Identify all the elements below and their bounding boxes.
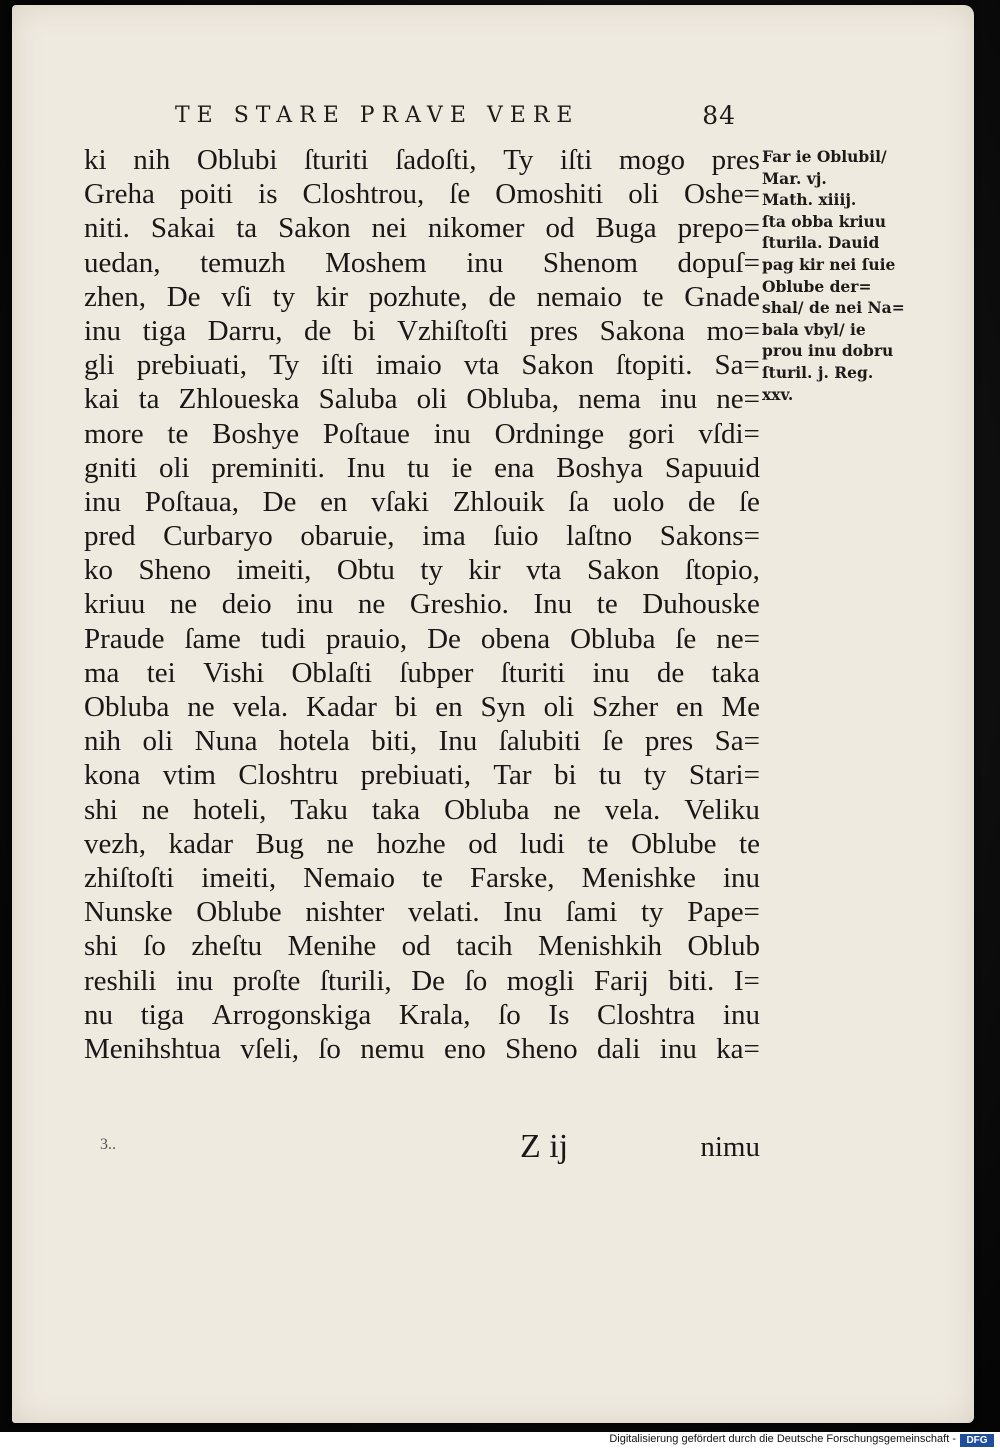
word: Stari= bbox=[688, 759, 760, 792]
word: taka bbox=[711, 656, 760, 689]
word: bi bbox=[553, 759, 577, 792]
word: Inu bbox=[533, 588, 573, 621]
word: te bbox=[642, 280, 664, 313]
word: Tar bbox=[493, 759, 532, 792]
word: pres bbox=[711, 144, 760, 176]
word: inu bbox=[176, 964, 214, 997]
word: iſti bbox=[560, 144, 593, 176]
margin-note-line: Far ie Oblubil/ bbox=[762, 147, 887, 166]
word: inu bbox=[592, 656, 630, 689]
word: mogli bbox=[506, 964, 575, 997]
margin-note-line: ſta obba kriuu bbox=[762, 211, 887, 231]
text-line bbox=[84, 211, 760, 245]
word: gniti bbox=[84, 451, 138, 484]
word: oli bbox=[158, 451, 190, 484]
word: vta bbox=[526, 554, 562, 587]
word: ſe bbox=[675, 622, 697, 655]
word: hotela bbox=[278, 725, 350, 758]
word: ſadoſti, bbox=[395, 144, 477, 176]
word: uolo bbox=[612, 485, 665, 518]
word: kai bbox=[84, 383, 120, 416]
word: Sheno bbox=[138, 554, 211, 587]
word: Menishkih bbox=[537, 930, 662, 963]
word: kona bbox=[84, 759, 141, 792]
word: ie bbox=[451, 451, 473, 484]
word: obaruie, bbox=[300, 520, 395, 553]
word: inu bbox=[84, 314, 122, 347]
word: ſo bbox=[498, 998, 521, 1031]
word: Gnade bbox=[684, 280, 760, 313]
text-line bbox=[84, 964, 760, 998]
word: reshili bbox=[84, 964, 157, 997]
word: Omoshiti bbox=[495, 178, 604, 211]
word: Closhtra bbox=[597, 998, 696, 1031]
word: ma bbox=[84, 656, 120, 689]
word: ſo bbox=[464, 964, 488, 997]
word: ne bbox=[553, 793, 581, 826]
word: Taku bbox=[290, 793, 348, 826]
text-line bbox=[84, 895, 760, 929]
word: ſa bbox=[568, 485, 590, 518]
word: inu bbox=[466, 246, 504, 279]
word: de bbox=[687, 485, 716, 518]
word: Oblaſti bbox=[291, 656, 373, 689]
word: Nunske bbox=[84, 896, 173, 929]
word: zhiſtoſti bbox=[84, 861, 175, 894]
word: De bbox=[411, 964, 446, 997]
word: inu bbox=[659, 1032, 697, 1065]
margin-note-line: pag kir nei ſuie bbox=[762, 254, 896, 274]
word: Pape= bbox=[687, 896, 760, 929]
word: Darru, bbox=[207, 314, 283, 347]
word: Inu bbox=[438, 725, 478, 758]
word: ena bbox=[494, 451, 535, 484]
word: de bbox=[656, 656, 685, 689]
word: kir bbox=[468, 554, 501, 587]
word: bi bbox=[352, 314, 376, 347]
word: Oblub bbox=[687, 930, 760, 963]
text-line bbox=[84, 553, 760, 587]
word: Syn bbox=[480, 691, 526, 723]
word: Ordninge bbox=[494, 417, 605, 450]
word: vtim bbox=[162, 759, 216, 792]
word: taka bbox=[371, 793, 421, 826]
dfg-logo: DFG bbox=[960, 1434, 994, 1447]
word: inu bbox=[84, 485, 122, 518]
text-line bbox=[84, 793, 760, 827]
word: Oblube bbox=[196, 896, 282, 929]
word: ſturili, bbox=[319, 964, 392, 997]
word: nih bbox=[84, 725, 122, 758]
running-header bbox=[175, 101, 740, 135]
word: inu bbox=[722, 861, 760, 894]
margin-note-line: xxv. bbox=[762, 384, 794, 404]
word: proſte bbox=[232, 964, 301, 997]
word: ki bbox=[84, 144, 107, 176]
word: tu bbox=[598, 759, 622, 792]
word: Bug bbox=[255, 827, 304, 860]
word: Moshem bbox=[325, 246, 427, 279]
word: te bbox=[422, 861, 443, 894]
word: ty bbox=[272, 280, 296, 313]
word: ne bbox=[357, 588, 386, 621]
word: tudi bbox=[260, 622, 306, 655]
word: Veliku bbox=[684, 793, 760, 826]
word: mogo bbox=[618, 144, 685, 176]
word: zhen, bbox=[84, 280, 146, 313]
text-line bbox=[84, 143, 760, 177]
word: ſe bbox=[449, 178, 471, 211]
word: laſtno bbox=[566, 520, 633, 553]
signature-mark: Z ij bbox=[520, 1128, 569, 1165]
word: ludi bbox=[519, 827, 565, 860]
word: Krala, bbox=[398, 998, 471, 1031]
text-line bbox=[84, 827, 760, 861]
word: Sakona bbox=[599, 314, 685, 347]
word: is bbox=[258, 178, 278, 211]
word: Sakon bbox=[521, 349, 594, 382]
word: Greshio. bbox=[409, 588, 509, 621]
word: Buga bbox=[595, 212, 657, 245]
word: ima bbox=[422, 520, 466, 553]
word: kir bbox=[315, 280, 349, 313]
word: Poſtaua, bbox=[144, 485, 239, 518]
word: Menihshtua bbox=[84, 1032, 221, 1065]
text-line bbox=[84, 724, 760, 758]
word: Sakon bbox=[587, 554, 660, 587]
margin-note-line: ſturil. j. Reg. bbox=[762, 362, 874, 382]
word: mo= bbox=[706, 314, 760, 347]
folio-number: 84 bbox=[702, 101, 736, 130]
word: nema bbox=[578, 383, 641, 416]
word: Sheno bbox=[505, 1032, 578, 1065]
word: temuzh bbox=[200, 246, 286, 279]
word: De bbox=[166, 280, 201, 313]
margin-note-line: bala vbyl/ ie bbox=[762, 319, 866, 339]
word: Szher bbox=[592, 691, 659, 723]
footer-credit: Digitalisierung gefördert durch die Deutsche Forschungsgemeinschaft - bbox=[609, 1433, 956, 1445]
word: ſturiti bbox=[500, 656, 566, 689]
word: de bbox=[304, 314, 332, 347]
word: Vzhiſtoſti bbox=[397, 314, 509, 347]
word: shi bbox=[84, 930, 118, 963]
word: Kadar bbox=[306, 691, 377, 723]
word: nei bbox=[371, 212, 407, 245]
word: te bbox=[587, 827, 609, 860]
running-title: TE STARE PRAVE VERE bbox=[175, 103, 580, 128]
word: nemaio bbox=[536, 280, 622, 313]
word: ſtopiti. bbox=[615, 349, 693, 382]
margin-note-line: ſturila. Dauid bbox=[762, 233, 880, 253]
word: od bbox=[468, 827, 498, 860]
word: pres bbox=[529, 314, 579, 347]
text-line bbox=[84, 519, 760, 553]
word: obena bbox=[480, 622, 551, 655]
word: Sakai bbox=[150, 212, 216, 245]
word: ne bbox=[169, 588, 198, 621]
margin-note-line: Math. xiiij. bbox=[762, 190, 857, 210]
word: vela. bbox=[232, 691, 289, 723]
word: te bbox=[596, 588, 618, 621]
word: Boshye bbox=[212, 417, 300, 450]
word: vezh, bbox=[84, 827, 146, 860]
digitization-footer bbox=[0, 1432, 1000, 1450]
word: preminiti. bbox=[211, 451, 325, 484]
word: te bbox=[739, 827, 760, 860]
text-line bbox=[84, 280, 760, 314]
text-line bbox=[84, 622, 760, 656]
word: Obtu bbox=[336, 554, 395, 587]
word: vta bbox=[463, 349, 500, 382]
text-line bbox=[84, 861, 760, 895]
word: iſti bbox=[321, 349, 354, 382]
word: pozhute, bbox=[368, 280, 468, 313]
word: I= bbox=[733, 964, 760, 997]
word: Inu bbox=[346, 451, 386, 484]
word: prepo= bbox=[677, 212, 760, 245]
word: ty bbox=[643, 759, 667, 792]
word: Farske, bbox=[469, 861, 555, 894]
word: ſe bbox=[739, 485, 760, 518]
word: De bbox=[427, 622, 461, 655]
word: vſaki bbox=[371, 485, 430, 518]
word: inu bbox=[660, 383, 698, 416]
word: Vishi bbox=[203, 656, 265, 689]
word: vſi bbox=[221, 280, 252, 313]
word: hoteli, bbox=[193, 793, 267, 826]
word: ty bbox=[640, 896, 664, 929]
word: shi bbox=[84, 793, 118, 826]
word: ne= bbox=[716, 383, 760, 416]
main-text-block bbox=[84, 143, 760, 1066]
word: ſe bbox=[602, 725, 624, 758]
word: hozhe bbox=[376, 827, 446, 860]
word: eno bbox=[443, 1032, 486, 1065]
word: inu bbox=[722, 998, 760, 1031]
word: Nemaio bbox=[303, 861, 395, 894]
word: ſalubiti bbox=[498, 725, 581, 758]
word: ſami bbox=[565, 896, 618, 929]
word: kadar bbox=[168, 827, 233, 860]
text-line bbox=[84, 246, 760, 280]
catchline bbox=[100, 1128, 760, 1168]
word: ſame bbox=[184, 622, 241, 655]
text-line bbox=[84, 177, 760, 211]
word: nu bbox=[84, 998, 113, 1031]
word: Praude bbox=[84, 622, 165, 655]
word: ſturiti bbox=[304, 144, 369, 176]
word: gli bbox=[84, 349, 115, 382]
word: Sa= bbox=[714, 349, 760, 382]
word: Obluba, bbox=[466, 383, 559, 416]
word: tiga bbox=[142, 314, 187, 347]
word: Boshya bbox=[556, 451, 644, 484]
word: De bbox=[262, 485, 297, 518]
word: od bbox=[401, 930, 431, 963]
word: Greha bbox=[84, 178, 155, 211]
word: en bbox=[435, 691, 463, 723]
word: Closhtrou, bbox=[302, 178, 425, 211]
word: Ty bbox=[503, 144, 534, 176]
word: ne= bbox=[716, 622, 760, 655]
text-line bbox=[84, 314, 760, 348]
word: ko bbox=[84, 554, 113, 587]
text-line bbox=[84, 1032, 760, 1066]
word: Obluba bbox=[570, 622, 656, 655]
word: inu bbox=[296, 588, 334, 621]
margin-note-line: shal/ de nei Na= bbox=[762, 298, 905, 318]
word: oli bbox=[628, 178, 659, 211]
word: nishter bbox=[305, 896, 385, 929]
word: Saluba bbox=[318, 383, 398, 416]
word: tiga bbox=[140, 998, 185, 1031]
word: imeiti, bbox=[201, 861, 277, 894]
word: Ty bbox=[269, 349, 300, 382]
text-line bbox=[84, 417, 760, 451]
text-line bbox=[84, 382, 760, 416]
word: Sapuuid bbox=[664, 451, 760, 484]
word: nikomer bbox=[427, 212, 525, 245]
word: Arrogonskiga bbox=[211, 998, 372, 1031]
word: ta bbox=[138, 383, 160, 416]
word: Oblube bbox=[631, 827, 717, 860]
word: ſo bbox=[143, 930, 166, 963]
word: poiti bbox=[179, 178, 234, 211]
word: dopuſ= bbox=[677, 246, 760, 279]
word: uedan, bbox=[84, 246, 161, 279]
word: Obluba bbox=[84, 691, 170, 723]
word: biti. bbox=[668, 964, 715, 997]
word: imaio bbox=[375, 349, 442, 382]
word: ne bbox=[187, 691, 215, 723]
word: dali bbox=[596, 1032, 641, 1065]
word: Sakon bbox=[278, 212, 351, 245]
word: gori bbox=[627, 417, 675, 450]
word: Me bbox=[721, 691, 760, 723]
text-line bbox=[84, 929, 760, 963]
word: more bbox=[84, 417, 144, 450]
word: Curbaryo bbox=[163, 520, 273, 553]
word: Menihe bbox=[287, 930, 377, 963]
word: inu bbox=[433, 417, 471, 450]
word: Oblubi bbox=[196, 144, 278, 176]
word: deio bbox=[221, 588, 272, 621]
word: Farij bbox=[594, 964, 649, 997]
word: vela. bbox=[604, 793, 661, 826]
word: niti. bbox=[84, 212, 130, 245]
word: oli bbox=[543, 691, 575, 723]
word: biti, bbox=[371, 725, 418, 758]
word: tacih bbox=[456, 930, 513, 963]
word: tu bbox=[407, 451, 430, 484]
word: ſtopio, bbox=[685, 554, 760, 587]
word: ta bbox=[236, 212, 258, 245]
word: Nuna bbox=[194, 725, 258, 758]
word: Sa= bbox=[714, 725, 760, 758]
word: velati. bbox=[407, 896, 480, 929]
catchword: nimu bbox=[700, 1131, 760, 1163]
word: Shenom bbox=[542, 246, 638, 279]
word: Duhouske bbox=[642, 588, 760, 621]
word: en bbox=[320, 485, 348, 518]
word: vſdi= bbox=[698, 417, 760, 450]
word: ne bbox=[326, 827, 354, 860]
word: tei bbox=[146, 656, 176, 689]
margin-note-line: Mar. vj. bbox=[762, 168, 827, 188]
text-line bbox=[84, 485, 760, 519]
text-line bbox=[84, 656, 760, 690]
word: kriuu bbox=[84, 588, 146, 621]
text-line bbox=[84, 348, 760, 382]
word: Sakons= bbox=[659, 520, 760, 553]
text-line bbox=[84, 998, 760, 1032]
word: Is bbox=[548, 998, 570, 1031]
word: pres bbox=[644, 725, 694, 758]
word: prauio, bbox=[325, 622, 408, 655]
word: te bbox=[167, 417, 189, 450]
word: ſuio bbox=[493, 520, 539, 553]
word: imeiti, bbox=[236, 554, 312, 587]
word: ſubper bbox=[399, 656, 474, 689]
word: prebiuati, bbox=[136, 349, 248, 382]
word: Closhtru bbox=[238, 759, 339, 792]
word: bi bbox=[394, 691, 418, 723]
word: en bbox=[676, 691, 704, 723]
word: ty bbox=[420, 554, 443, 587]
word: de bbox=[488, 280, 516, 313]
word: nih bbox=[133, 144, 171, 176]
word: Oshe= bbox=[683, 178, 760, 211]
word: od bbox=[545, 212, 575, 245]
word: Zhloueska bbox=[178, 383, 300, 416]
word: Poſtaue bbox=[322, 417, 410, 450]
word: oli bbox=[142, 725, 174, 758]
margin-note-line: prou inu dobru bbox=[762, 341, 894, 361]
margin-note-line: Oblube der= bbox=[762, 276, 872, 296]
text-line bbox=[84, 690, 760, 724]
word: prebiuati, bbox=[360, 759, 471, 792]
marginal-notes bbox=[762, 146, 912, 405]
word: ka= bbox=[716, 1032, 760, 1065]
word: Inu bbox=[503, 896, 543, 929]
word: ſo bbox=[318, 1032, 341, 1065]
word: pred bbox=[84, 520, 136, 553]
word: Zhlouik bbox=[452, 485, 545, 518]
word: vſeli, bbox=[240, 1032, 300, 1065]
faint-mark: 3.. bbox=[100, 1136, 116, 1153]
word: oli bbox=[416, 383, 448, 416]
text-line bbox=[84, 758, 760, 792]
word: nemu bbox=[360, 1032, 425, 1065]
text-line bbox=[84, 451, 760, 485]
word: Menishke bbox=[581, 861, 696, 894]
word: Obluba bbox=[444, 793, 530, 826]
text-line bbox=[84, 587, 760, 621]
word: zheſtu bbox=[191, 930, 263, 963]
word: ne bbox=[141, 793, 170, 826]
